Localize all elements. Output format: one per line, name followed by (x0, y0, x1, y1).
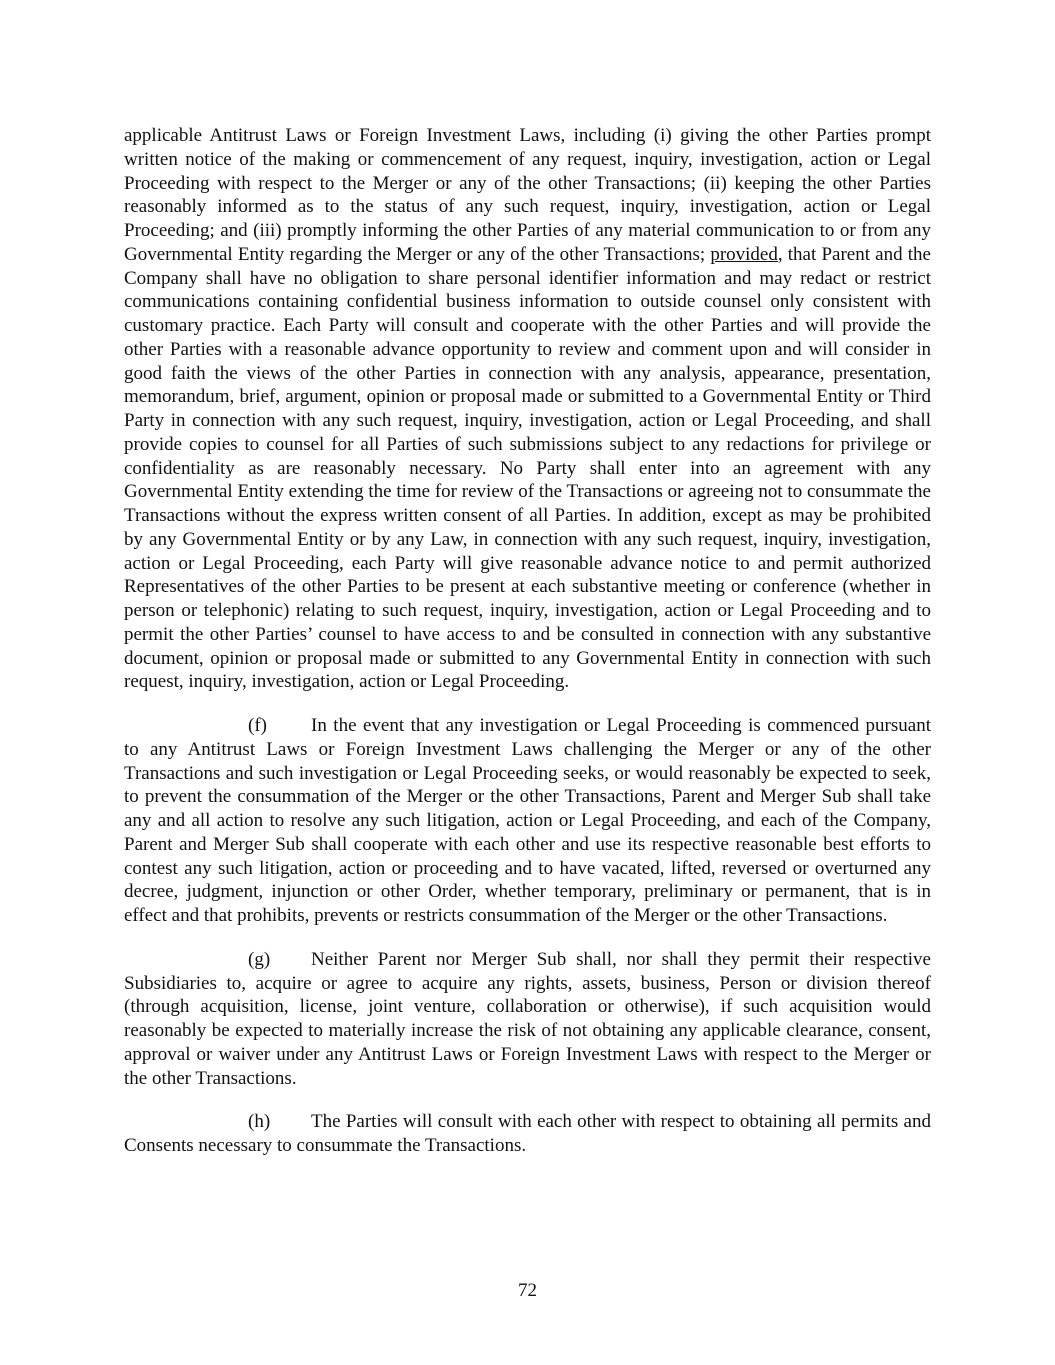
paragraph-g-text: Neither Parent nor Merger Sub shall, nor shall they permit their respective Subsidiaries to, acquire or agree to acquire any rights, assets, business, Person or division thereof (through acquisition, license, joint venture, collaboration or otherwise), if such acquisition would reasonably be expected to materially increase the risk of not obtaining any applicable clearance, consent, approval or waiver under any Antitrust Laws or Foreign Investment Laws with respect to the Merger or the other Transactions. (124, 948, 931, 1089)
paragraph-g (124, 948, 931, 1091)
paragraph-g-label: (g) (248, 948, 271, 970)
paragraph-f-label: (f) (248, 715, 267, 736)
document-page (124, 124, 931, 1158)
paragraph-e-text-part-2: , that Parent and the Company shall have no obligation to share personal identifier information and may redact or restrict communications containing confidential business information to outside counsel only consistent with customary practice. Each Party will consult and cooperate with the other Parties and will provide the other Parties with a reasonable advance opportunity to review and comment upon and will consider in good faith the views of the other Parties in connection with any analysis, appearance, presentation, memorandum, brief, argument, opinion or proposal made or submitted to a Governmental Entity or Third Party in connection with any such request, inquiry, investigation, action or Legal Proceeding, and shall provide copies to counsel for all Parties of such submissions subject to any redactions for privilege or confidentiality as are reasonably necessary. No Party shall enter into an agreement with any Governmental Entity extending the time for review of the Transactions or agreeing not to consummate the Transactions without the express written consent of all Parties. In addition, except as may be prohibited by any Governmental Entity or by any Law, in connection with any such request, inquiry, investigation, action or Legal Proceeding, each Party will give reasonable advance notice to and permit authorized Representatives of the other Parties to be present at each substantive meeting or conference (whether in person or telephonic) relating to such request, inquiry, investigation, action or Legal Proceeding and to permit the other Parties’ counsel to have access to and be consulted in connection with any substantive document, opinion or proposal made or submitted to any Governmental Entity in connection with such request, inquiry, investigation, action or Legal Proceeding. (124, 243, 931, 693)
paragraph-e-text-part-1: applicable Antitrust Laws or Foreign Investment Laws, including (i) giving the other Parties prompt written notice of the making or commencement of any request, inquiry, investigation, action or Legal Proceeding with respect to the Merger or any of the other Transactions; (ii) keeping the other Parties reasonably informed as to the status of any such request, inquiry, investigation, action or Legal Proceeding; and (iii) promptly informing the other Parties of any material communication to or from any Governmental Entity regarding the Merger or any of the other Transactions; (124, 125, 931, 265)
paragraph-f-text: In the event that any investigation or Legal Proceeding is commenced pursuant to any Antitrust Laws or Foreign Investment Laws challenging the Merger or any of the other Transactions and such investigation or Legal Proceeding seeks, or would reasonably be expected to seek, to prevent the consummation of the Merger or the other Transactions, Parent and Merger Sub shall take any and all action to resolve any such litigation, action or Legal Proceeding, and each of the Company, Parent and Merger Sub shall cooperate with each other and use its respective reasonable best efforts to contest any such litigation, action or proceeding and to have vacated, lifted, reversed or overturned any decree, judgment, injunction or other Order, whether temporary, preliminary or permanent, that is in effect and that prohibits, prevents or restricts consummation of the Merger or the other Transactions. (124, 715, 931, 926)
paragraph-h (124, 1110, 931, 1158)
paragraph-f (124, 714, 931, 928)
paragraph-h-label: (h) (248, 1111, 271, 1133)
provided-term: provided (710, 243, 778, 265)
paragraph-h-text: The Parties will consult with each other with respect to obtaining all permits and Consents necessary to consummate the Transactions. (124, 1111, 931, 1156)
paragraph-e-continued (124, 124, 931, 694)
page-number: 72 (518, 1280, 537, 1301)
